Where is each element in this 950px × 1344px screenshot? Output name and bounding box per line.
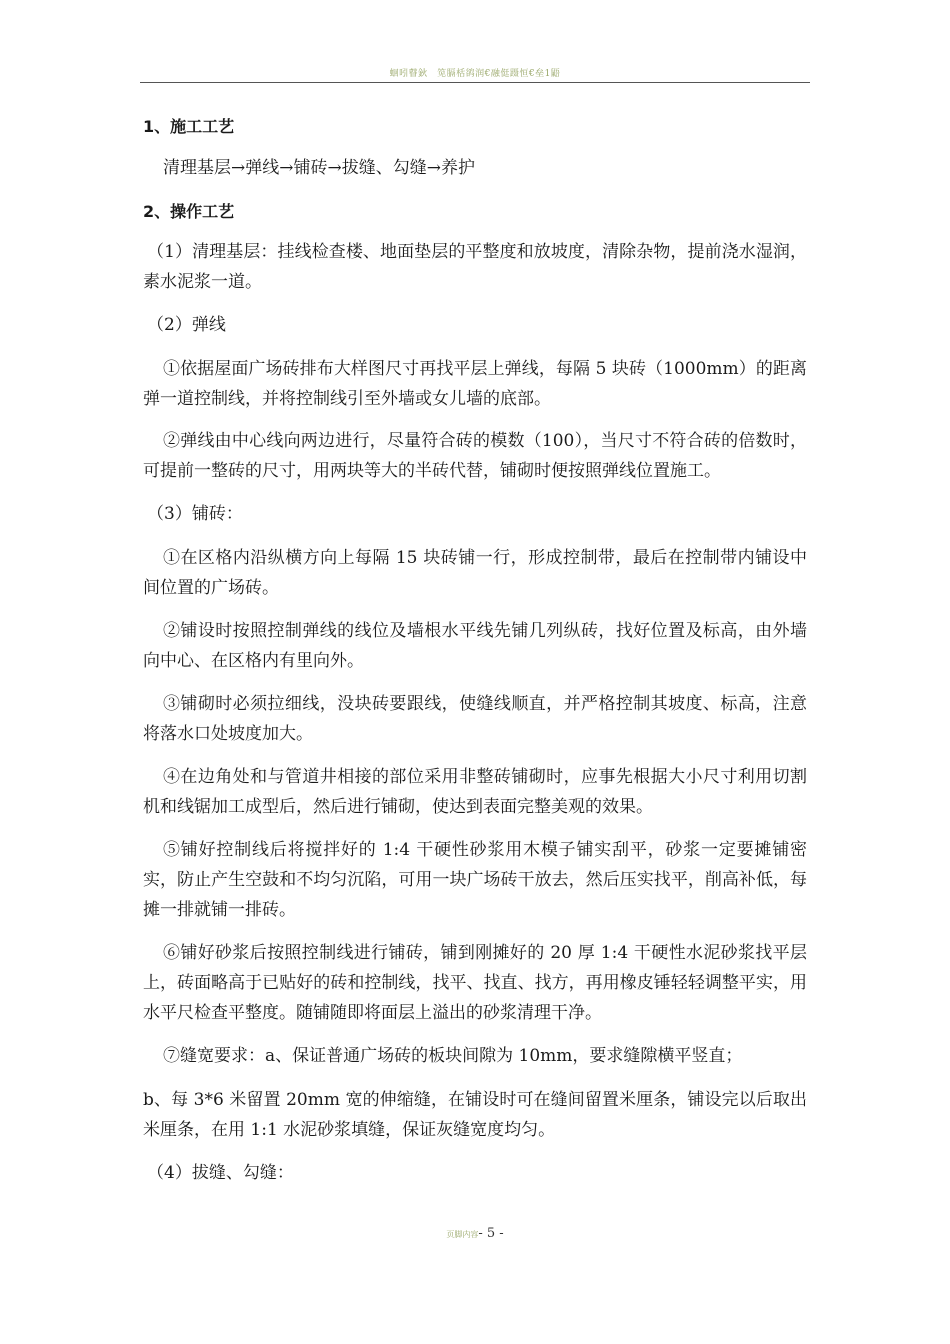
paragraph-snap-line-1: ①依据屋面广场砖排布大样图尺寸再找平层上弹线，每隔 5 块砖（1000mm）的距离弹一道控制线，并将控制线引至外墙或女儿墙的底部。 [143,359,807,409]
paragraph-laying-6: ⑥铺好砂浆后按照控制线进行铺砖，铺到刚摊好的 20 厚 1:4 干硬性水泥砂浆找平层上，砖面略高于已贴好的砖和控制线，找平、找直、找方，再用橡皮锤轻轻调整平实，用水平尺检查平整度。随铺随即将面层上溢出的砂浆清理干净。 [143,943,807,1023]
footer-label: 页脚内容 [446,1230,479,1239]
page-footer [0,1226,950,1241]
paragraph-laying-3: ③铺砌时必须拉细线，没块砖要跟线，使缝线顺直，并严格控制其坡度、标高，注意将落水口处坡度加大。 [143,694,807,744]
paragraph-laying-4: ④在边角处和与管道井相接的部位采用非整砖铺砌时，应事先根据大小尺寸利用切割机和线锯加工成型后，然后进行铺砌，使达到表面完整美观的效果。 [143,767,807,817]
section-title-1: 1、施工工艺 [143,117,235,136]
page-header: 蛔吲瞽鈥 笕膈栝鹆润€融侹蹑恒€垒1鼯 [389,69,561,79]
paragraph-laying-5: ⑤铺好控制线后将搅拌好的 1:4 干硬性砂浆用木模子铺实刮平，砂浆一定要摊铺密实，防止产生空鼓和不均匀沉陷，可用一块广场砖干放去，然后压实找平，削高补低，每摊一排就铺一排砖。 [143,840,807,920]
paragraph-snap-line-heading: （2）弹线 [147,315,226,335]
paragraph-clean-base: （1）清理基层：挂线检查楼、地面垫层的平整度和放坡度，清除杂物，提前浇水湿润，素水泥浆一道。 [143,242,807,292]
page-number: - 5 - [478,1226,504,1241]
paragraph-expansion-joint: b、每 3*6 米留置 20mm 宽的伸缩缝，在铺设时可在缝间留置米厘条，铺设完以后取出米厘条，在用 1:1 水泥砂浆填缝，保证灰缝宽度均匀。 [143,1090,807,1140]
header-divider [140,82,810,83]
section-title-2: 2、操作工艺 [143,202,235,221]
paragraph-joint-width: ⑦缝宽要求：a、保证普通广场砖的板块间隙为 10mm，要求缝隙横平竖直； [163,1046,743,1066]
paragraph-laying-1: ①在区格内沿纵横方向上每隔 15 块砖铺一行，形成控制带，最后在控制带内铺设中间位置的广场砖。 [143,548,807,598]
paragraph-laying-heading: （3）铺砖： [147,504,243,524]
paragraph-snap-line-2: ②弹线由中心线向两边进行，尽量符合砖的模数（100），当尺寸不符合砖的倍数时，可提前一整砖的尺寸，用两块等大的半砖代替，铺砌时便按照弹线位置施工。 [143,431,807,481]
process-flow: 清理基层→弹线→铺砖→拔缝、勾缝→养护 [163,158,475,178]
document-body [143,112,807,1188]
paragraph-pointing-heading: （4）拔缝、勾缝： [147,1163,294,1183]
paragraph-laying-2: ②铺设时按照控制弹线的线位及墙根水平线先铺几列纵砖，找好位置及标高，由外墙向中心、在区格内有里向外。 [143,621,807,671]
